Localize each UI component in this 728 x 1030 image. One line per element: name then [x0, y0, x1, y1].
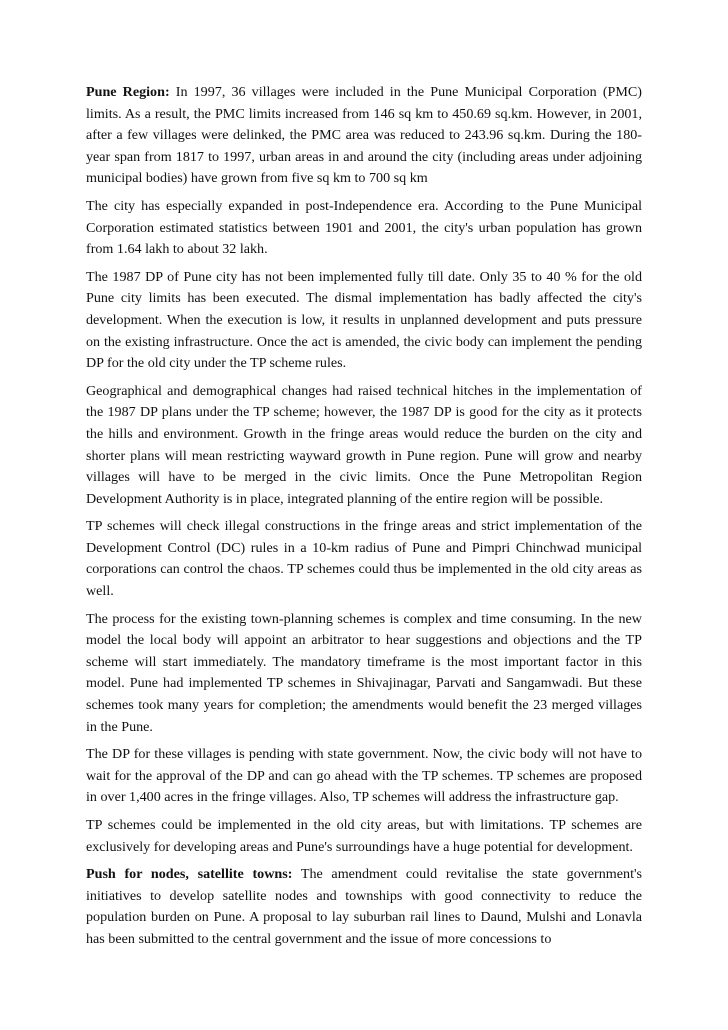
- paragraph-satellite-towns: [86, 864, 642, 950]
- paragraph-tp-process: [86, 609, 642, 739]
- paragraph-text: Geographical and demographical changes had raised technical hitches in the implementation of the 1987 DP plans under the TP scheme; however, the 1987 DP is good for the city as it protects the hills and environment. Growth in the fringe areas would reduce the burden on the city and shorter plans will mean restricting wayward growth in Pune region. Pune will grow and nearby villages will have to be merged in the civic limits. Once the Pune Metropolitan Region Development Authority is in place, integrated planning of the entire region will be possible.: [86, 382, 642, 507]
- paragraph-geographical-changes: [86, 381, 642, 511]
- paragraph-text: The city has especially expanded in post-Independence era. According to the Pune Municipal Corporation estimated statistics between 1901 and 2001, the city's urban population has grown from 1.64 lakh to about 32 lakh.: [86, 197, 642, 258]
- paragraph-city-expansion: [86, 196, 642, 261]
- paragraph-text: TP schemes will check illegal constructions in the fringe areas and strict implementation of the Development Control (DC) rules in a 10-km radius of Pune and Pimpri Chinchwad municipal corporations can control the chaos. TP schemes could thus be implemented in the old city areas as well.: [86, 518, 642, 600]
- paragraph-illegal-constructions: [86, 516, 642, 602]
- paragraph-text: The amendment could revitalise the state government's initiatives to develop satellite nodes and townships with good connectivity to reduce the population burden on Pune. A proposal to lay suburban rail lines to Daund, Mulshi and Lonavla has been submitted to the central government and the issue of more concessions to: [86, 866, 643, 947]
- paragraph-heading: Push for nodes, satellite towns:: [86, 866, 293, 883]
- paragraph-heading: Pune Region:: [86, 84, 170, 100]
- paragraph-1987-dp: [86, 267, 642, 375]
- paragraph-village-dp: [86, 744, 642, 809]
- paragraph-text: The DP for these villages is pending with state government. Now, the civic body will not have to wait for the approval of the DP and can go ahead with the TP schemes. TP schemes are proposed in over 1,400 acres in the fringe villages. Also, TP schemes will address the infrastructure gap.: [86, 746, 642, 806]
- paragraph-text: The 1987 DP of Pune city has not been implemented fully till date. Only 35 to 40 % for the old Pune city limits has been executed. The dismal implementation has badly affected the city's development. When the execution is low, it results in unplanned development and puts pressure on the existing infrastructure. Once the act is amended, the civic body can implement the pending DP for the old city under the TP scheme rules.: [86, 268, 642, 372]
- document-page: [86, 82, 642, 957]
- paragraph-text: In 1997, 36 villages were included in the Pune Municipal Corporation (PMC) limits. As a result, the PMC limits increased from 146 sq km to 450.69 sq.km. However, in 2001, after a few villages were delinked, the PMC area was reduced to 243.96 sq.km. During the 180-year span from 1817 to 1997, urban areas in and around the city (including areas under adjoining municipal bodies) have grown from five sq km to 700 sq km: [86, 84, 642, 187]
- paragraph-text: The process for the existing town-planning schemes is complex and time consuming. In the new model the local body will appoint an arbitrator to hear suggestions and objections and the TP scheme will start immediately. The mandatory timeframe is the most important factor in this model. Pune had implemented TP schemes in Shivajinagar, Parvati and Sangamwadi. But these schemes took many years for completion; the amendments would benefit the 23 merged villages in the Pune.: [86, 610, 642, 735]
- paragraph-old-city-limits: [86, 815, 642, 858]
- paragraph-pune-region: [86, 82, 642, 190]
- paragraph-text: TP schemes could be implemented in the old city areas, but with limitations. TP schemes are exclusively for developing areas and Pune's surroundings have a huge potential for development.: [86, 817, 642, 855]
